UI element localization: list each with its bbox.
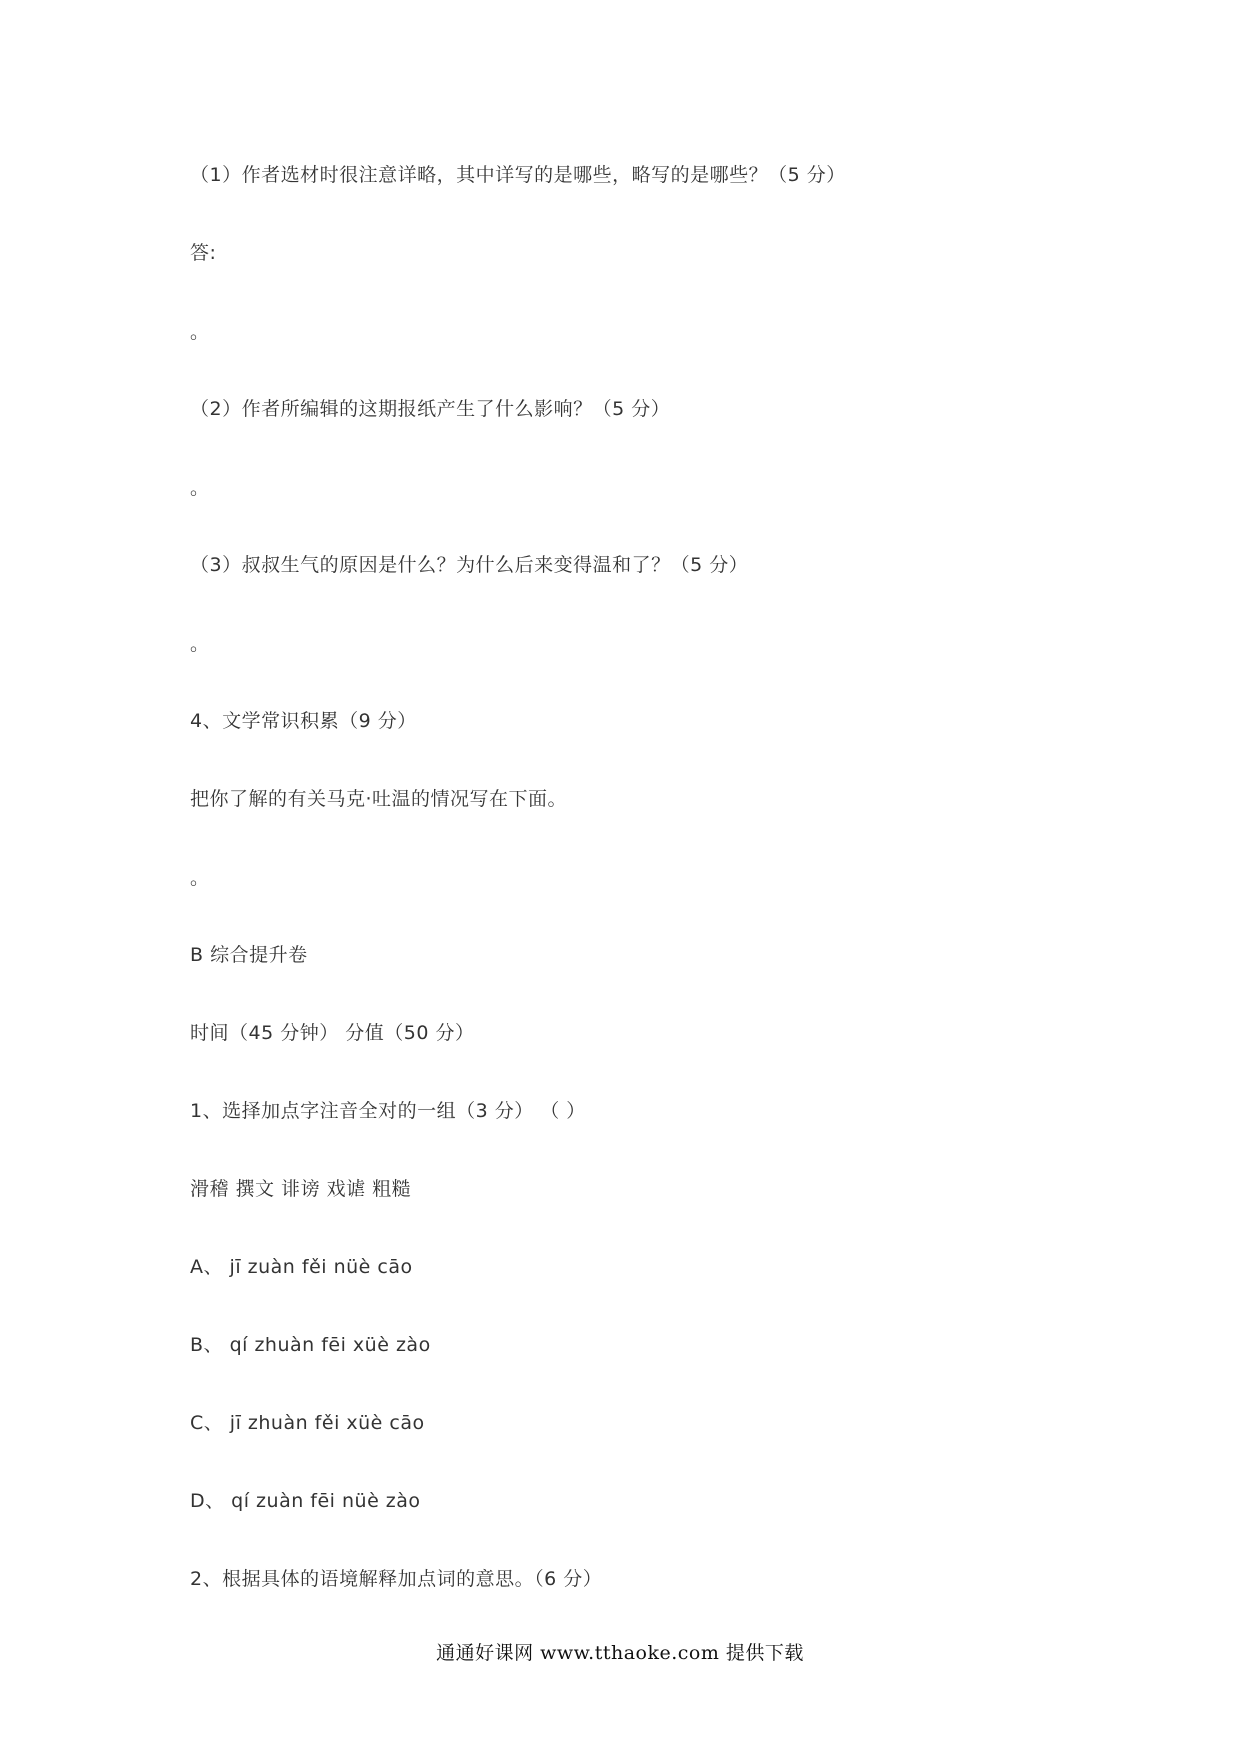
question-3-3: （3）叔叔生气的原因是什么？为什么后来变得温和了？（5 分） [190, 554, 749, 576]
section-b-time-score: 时间（45 分钟） 分值（50 分） [190, 1022, 475, 1044]
option-c: C、 jī zhuàn fěi xüè cāo [190, 1412, 425, 1434]
option-d: D、 qí zuàn fēi nüè zào [190, 1490, 421, 1512]
page-footer: 通通好课网 www.tthaoke.com 提供下载 [436, 1642, 804, 1664]
question-b-2: 2、根据具体的语境解释加点词的意思。（6 分） [190, 1568, 603, 1590]
answer-blank-1: 。 [190, 321, 210, 343]
answer-blank-2: 。 [190, 477, 210, 499]
section-b-title: B 综合提升卷 [190, 944, 308, 966]
option-b: B、 qí zhuàn fēi xüè zào [190, 1334, 431, 1356]
answer-blank-4: 。 [190, 867, 210, 889]
answer-label: 答: [190, 242, 217, 264]
question-4-heading: 4、文学常识积累（9 分） [190, 710, 417, 732]
answer-blank-3: 。 [190, 633, 210, 655]
question-4-prompt: 把你了解的有关马克·吐温的情况写在下面。 [190, 788, 568, 810]
question-3-1: （1）作者选材时很注意详略，其中详写的是哪些，略写的是哪些？（5 分） [190, 164, 846, 186]
option-a: A、 jī zuàn fěi nüè cāo [190, 1256, 413, 1278]
question-b-1: 1、选择加点字注音全对的一组（3 分） （ ） [190, 1100, 586, 1122]
question-b-1-words: 滑稽 撰文 诽谤 戏谑 粗糙 [190, 1178, 412, 1200]
question-3-2: （2）作者所编辑的这期报纸产生了什么影响？（5 分） [190, 398, 671, 420]
